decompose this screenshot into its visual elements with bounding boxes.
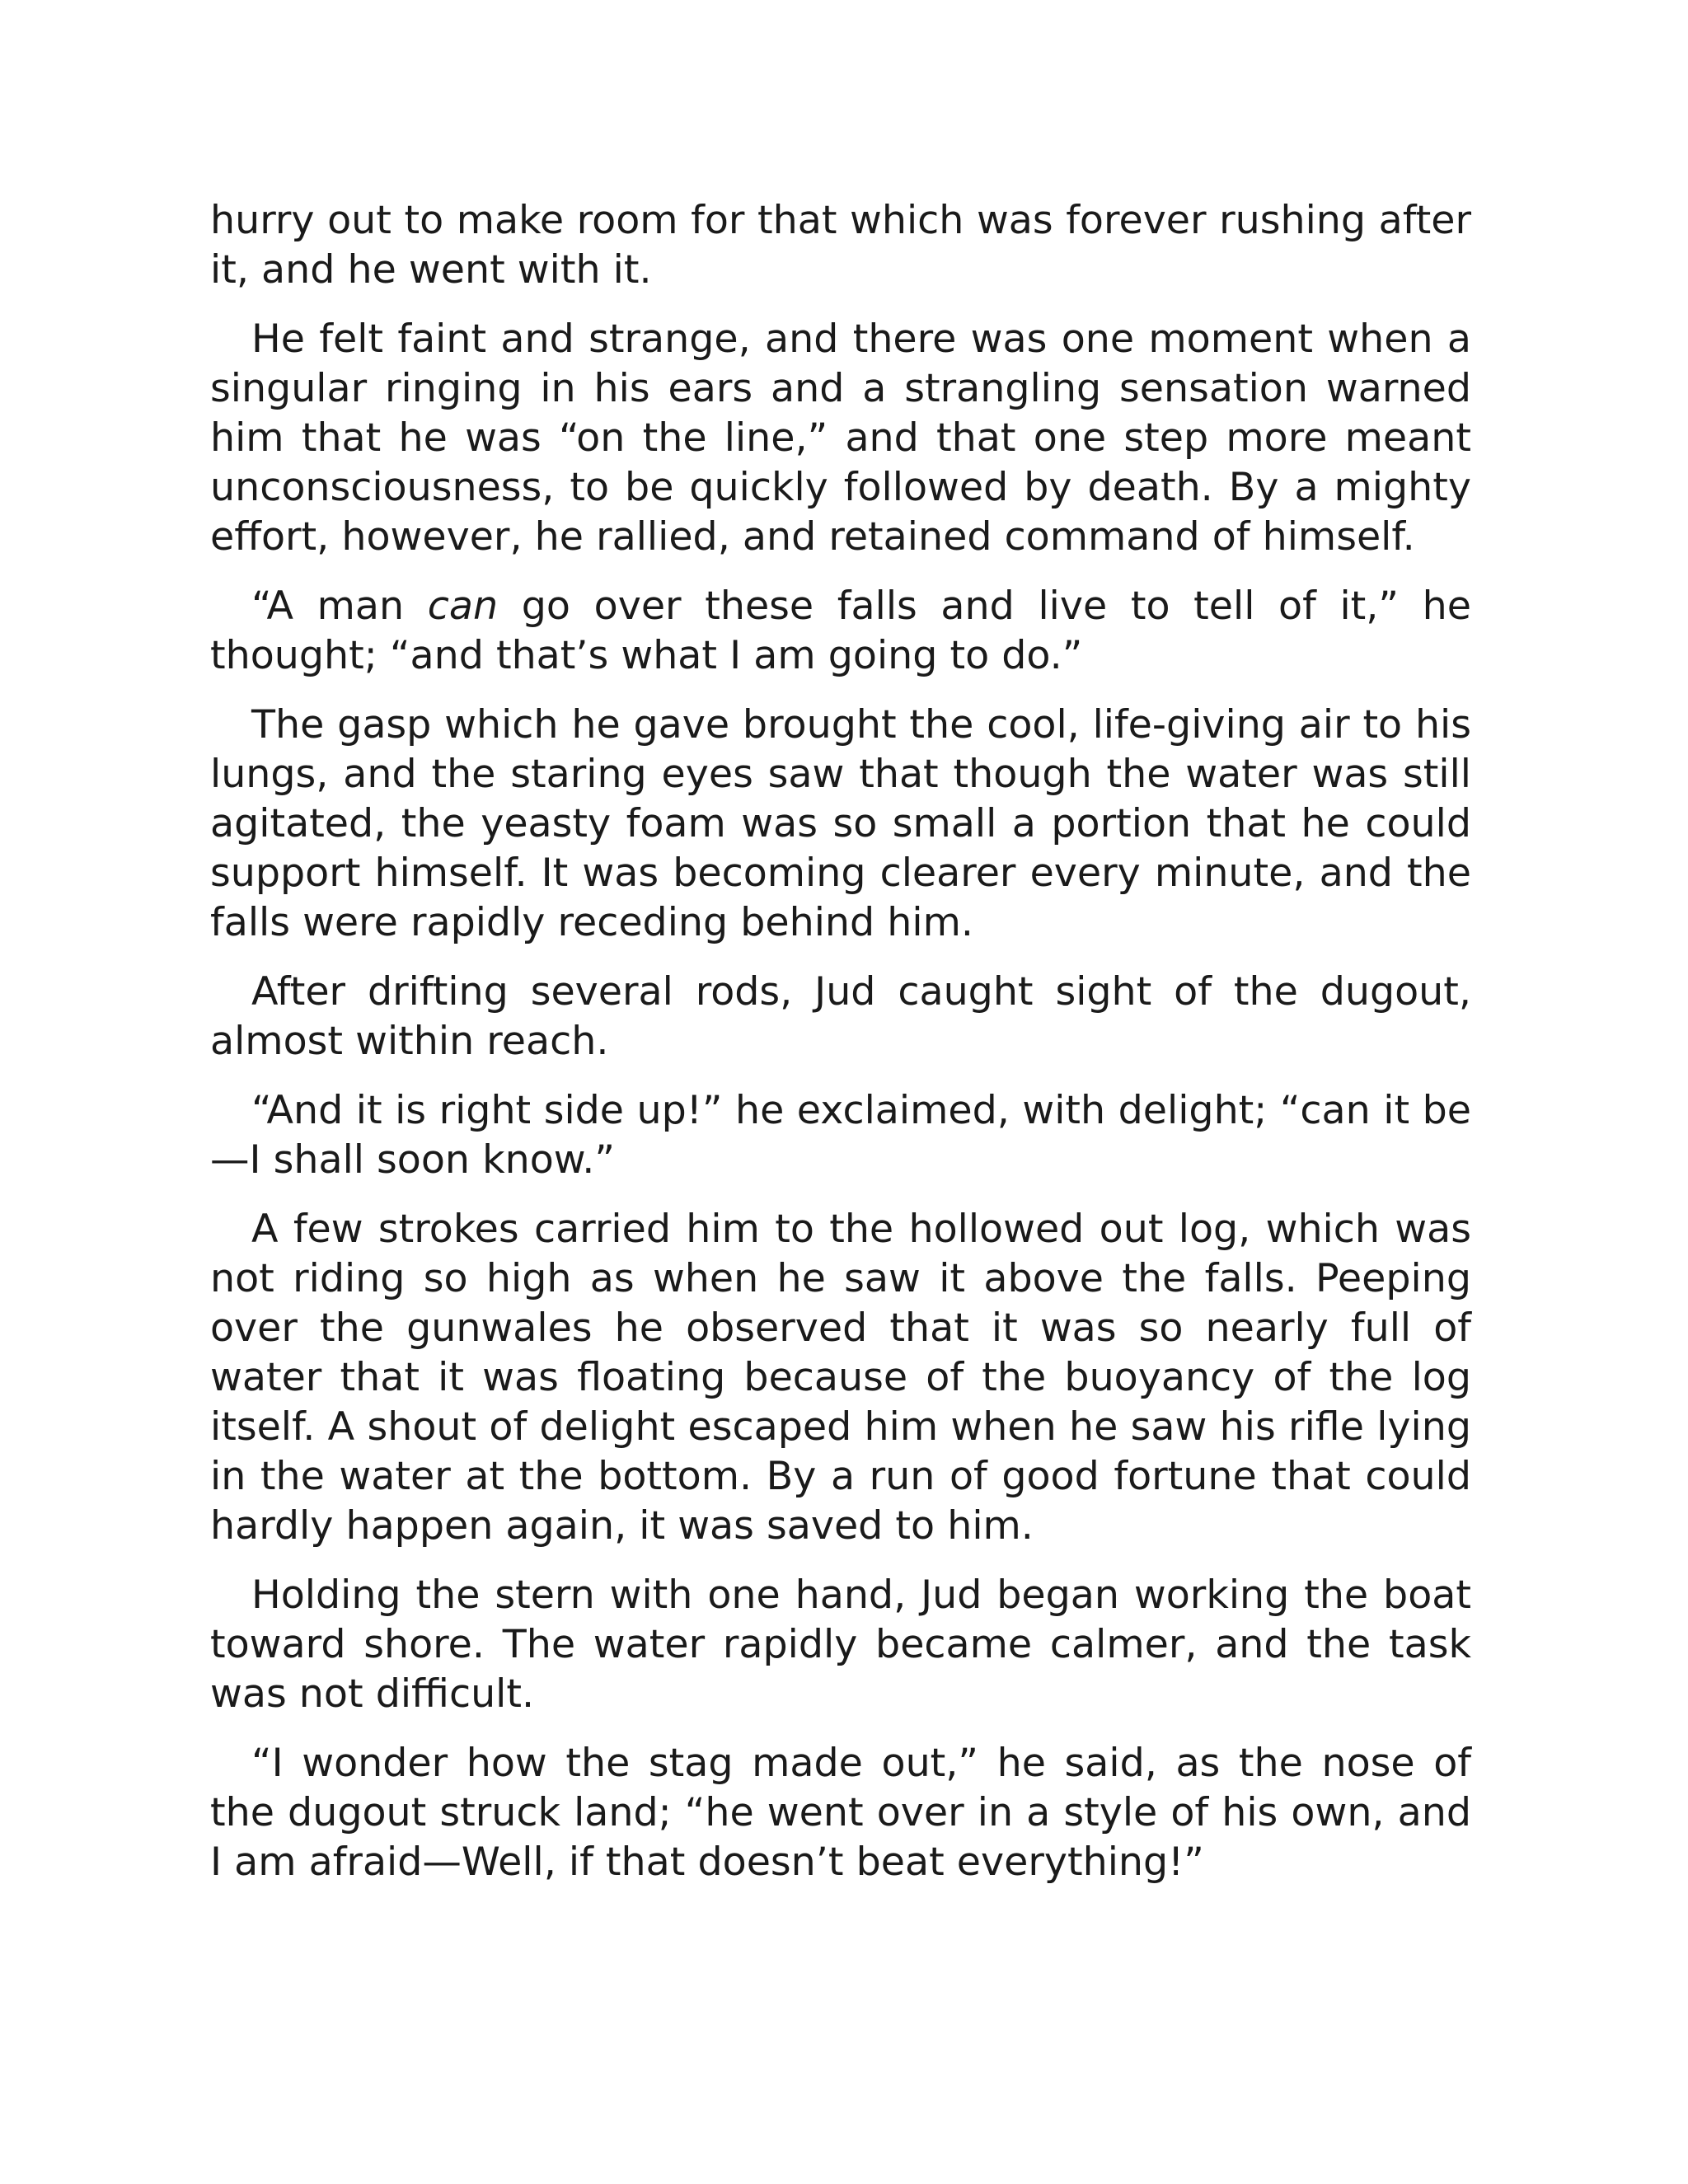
- paragraph-text: “A man: [251, 583, 428, 629]
- paragraph: He felt faint and strange, and there was one moment when a singular ringing in his ears and a strangling sensation warned him that he was “on the line,” and that one step more meant unconsciousness, to be quickly followed by death. By a mighty effort, however, he rallied, and retained command of himself.: [210, 316, 1471, 560]
- book-page: [210, 196, 1471, 1907]
- emphasized-word: can: [427, 583, 499, 629]
- paragraph: After drifting several rods, Jud caught sight of the dugout, almost within reach.: [210, 969, 1471, 1064]
- paragraph: [210, 582, 1471, 681]
- paragraph: The gasp which he gave brought the cool, life-giving air to his lungs, and the staring eyes saw that though the water was still agitated, the yeasty foam was so small a portion that he could support himself. It was becoming clearer every minute, and the falls were rapidly receding behind him.: [210, 702, 1471, 945]
- paragraph: “And it is right side up!” he exclaimed, with delight; “can it be—I shall soon know.”: [210, 1088, 1471, 1183]
- paragraph: Holding the stern with one hand, Jud began working the boat toward shore. The water rapidly became calmer, and the task was not difficult.: [210, 1572, 1471, 1717]
- paragraph: hurry out to make room for that which was forever rushing after it, and he went with it.: [210, 198, 1471, 293]
- paragraph-text: go over these falls and live to tell of it,” he thought; “and that’s what I am going to do.”: [210, 583, 1471, 678]
- paragraph: “I wonder how the stag made out,” he said, as the nose of the dugout struck land; “he went over in a style of his own, and I am afraid—Well, if that doesn’t beat everything!”: [210, 1741, 1471, 1885]
- paragraph: A few strokes carried him to the hollowed out log, which was not riding so high as when he saw it above the falls. Peeping over the gunwales he observed that it was so nearly full of water that it was floating because of the buoyancy of the log itself. A shout of delight escaped him when he saw his rifle lying in the water at the bottom. By a run of good fortune that could hardly happen again, it was saved to him.: [210, 1207, 1471, 1549]
